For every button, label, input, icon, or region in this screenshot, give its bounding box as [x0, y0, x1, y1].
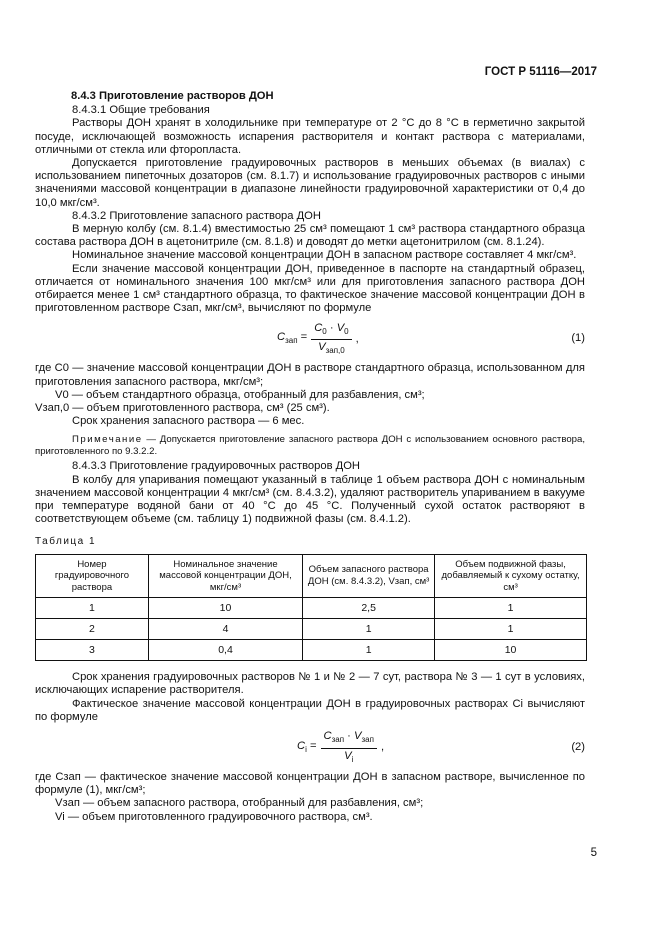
table-cell: 0,4 — [148, 640, 302, 661]
note-text: — Допускается приготовление запасного раствора ДОН с использованием основного раствора, приготовленного по 9.3.2.2. — [35, 434, 585, 458]
paragraph-stock-prep: В мерную колбу (см. 8.1.4) вместимостью 25 см³ помещают 1 см³ раствора стандартного образца состава раствора ДОН в ацетонитриле (см. 8.1.8) и доводят до метки ацетонитрилом (см. 8.1.24). — [35, 223, 585, 249]
table-cell: 4 — [148, 619, 302, 640]
note — [35, 434, 585, 458]
table-cell: 1 — [435, 598, 587, 619]
section-title: 8.4.3 Приготовление растворов ДОН — [71, 90, 274, 102]
where-czap: где Cзап — фактическое значение массовой концентрации ДОН в запасном растворе, вычисленное по формуле (1), мкг/см³; — [35, 771, 585, 797]
formula-1: $C_{зап}$ = $\frac{C_0 \cdot V_0}{V_{зап,0}}$ , (1) — [277, 321, 585, 356]
subsection-title-general: 8.4.3.1 Общие требования — [72, 104, 210, 117]
paragraph-stock-storage: Срок хранения запасного раствора — 6 мес. — [72, 415, 305, 428]
table-cell: 2 — [36, 619, 149, 640]
table-row — [36, 640, 587, 661]
where-v0: V0 — объем стандартного образца, отобранный для разбавления, см³; — [55, 388, 425, 401]
table-cell: 3 — [36, 640, 149, 661]
paragraph-vials-allowed: Допускается приготовление градуировочных растворов в меньших объемах (в виалах) с использованием пипеточных дозаторов (см. 8.1.7) и использование градуировочных растворов с иными значениями массовой концентрации в диапазоне линейности градуировочной характеристики от 0,4 до 10,0 мкг/см³. — [35, 157, 585, 209]
table-1 — [35, 554, 587, 662]
page-number: 5 — [590, 847, 597, 859]
where-vi: Vi — объем приготовленного градуировочного раствора, см³. — [55, 810, 373, 823]
table-cell: 1 — [303, 640, 435, 661]
table-cell: 10 — [148, 598, 302, 619]
table-header-cell: Объем запасного раствора ДОН (см. 8.4.3.2), Vзап, см³ — [303, 554, 435, 598]
where-vzap: Vзап — объем запасного раствора, отобранный для разбавления, см³; — [55, 797, 424, 810]
paragraph-actual-ci: Фактическое значение массовой концентрации ДОН в градуировочных растворах Ci вычисляют по формуле — [35, 697, 585, 723]
table-header-cell: Номинальное значение массовой концентрации ДОН, мкг/см³ — [148, 554, 302, 598]
equation-number-2: (2) — [571, 741, 585, 753]
paragraph-calibration-storage: Срок хранения градуировочных растворов № 1 и № 2 — 7 сут, раствора № 3 — 1 сут в условиях, исключающих испарение растворителя. — [35, 671, 585, 697]
document-header: ГОСТ Р 51116—2017 — [484, 66, 597, 78]
table-cell: 2,5 — [303, 598, 435, 619]
subsection-title-calibration: 8.4.3.3 Приготовление градуировочных растворов ДОН — [72, 460, 360, 473]
table-cell: 1 — [303, 619, 435, 640]
table-header-cell: Номер градуировочного раствора — [36, 554, 149, 598]
table-header-cell: Объем подвижной фазы, добавляемый к сухому остатку, см³ — [435, 554, 587, 598]
where-c0: где C0 — значение массовой концентрации ДОН в растворе стандартного образца, использованном для приготовления запасного раствора, мкг/см³; — [35, 362, 585, 388]
table-row — [36, 619, 587, 640]
table-cell: 1 — [36, 598, 149, 619]
paragraph-storage-conditions: Растворы ДОН хранят в холодильнике при температуре от 2 °С до 8 °С в герметично закрытой посуде, исключающей возможность испарения растворителя и контакт раствора с материалами, отличными от стекла или фторопласта. — [35, 117, 585, 156]
table-row — [36, 598, 587, 619]
table-cell: 1 — [435, 619, 587, 640]
table-caption: Таблица 1 — [35, 536, 97, 548]
note-label: Примечание — [72, 434, 143, 446]
subsection-title-stock: 8.4.3.2 Приготовление запасного раствора ДОН — [72, 209, 321, 222]
equation-number-1: (1) — [571, 332, 585, 345]
paragraph-nominal-value: Номинальное значение массовой концентрации ДОН в запасном растворе составляет 4 мкг/см³. — [72, 249, 577, 262]
page-content — [35, 90, 585, 824]
table-cell: 10 — [435, 640, 587, 661]
paragraph-actual-value: Если значение массовой концентрации ДОН, приведенное в паспорте на стандартный образец, отличается от номинального значения 100 мкг/см³ или для приготовления запасного раствора ДОН отбирается менее 1 см³ стандартного образца, то фактическое значение массовой концентрации ДОН в приготовленном растворе Cзап, мкг/см³, вычисляют по формуле — [35, 262, 585, 315]
where-vzap0: Vзап,0 — объем приготовленного раствора, см³ (25 см³). — [35, 402, 330, 415]
formula-2: $C_i$ = $\frac{C_{зап} \cdot V_{зап}}{V_i}$ , (2) — [297, 730, 585, 764]
paragraph-evaporation: В колбу для упаривания помещают указанный в таблице 1 объем раствора ДОН с номинальным значением массовой концентрации 4 мкг/см³ (см. 8.4.3.2), удаляют растворитель упариванием в вакууме при температуре водяной бани от 40 °С до 45 °С. Полученный сухой остаток растворяют в соответствующем объеме (см. таблицу 1) подвижной фазы (см. 8.4.1.2). — [35, 473, 585, 526]
